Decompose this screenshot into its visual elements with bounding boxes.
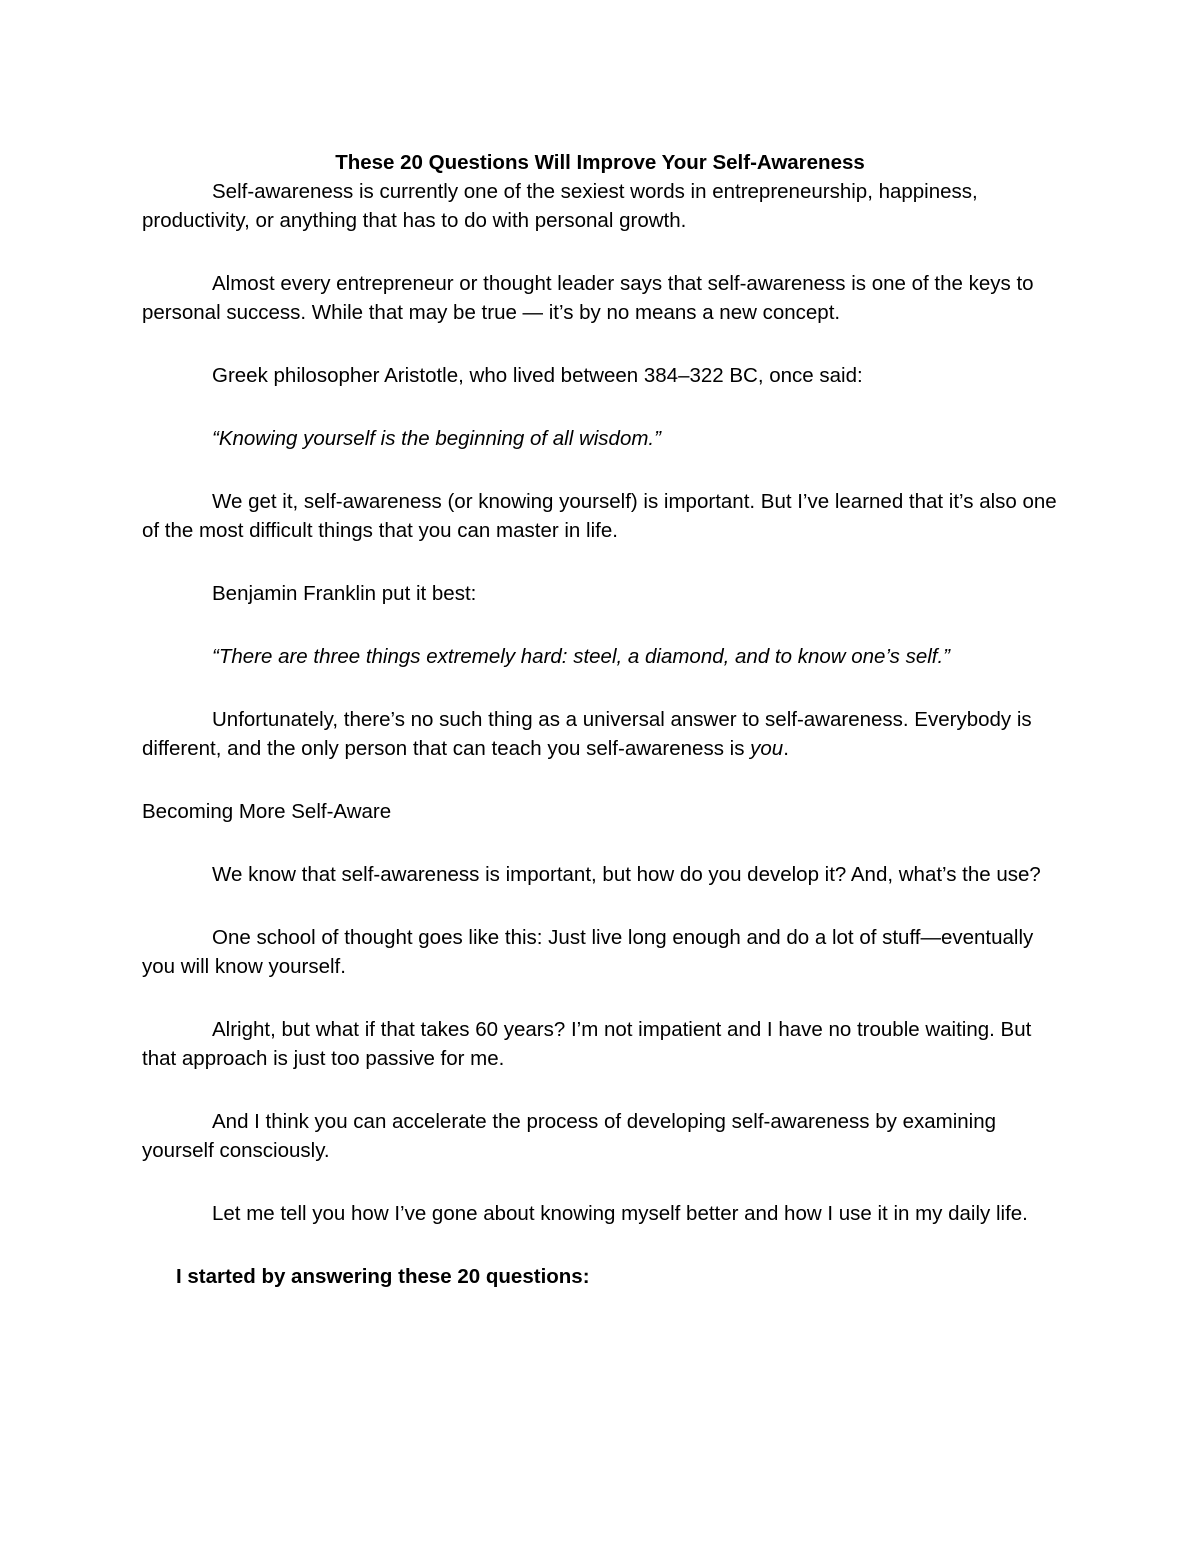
importance-paragraph: We get it, self-awareness (or knowing yourself) is important. But I’ve learned that it’s also one of the most difficult things that you can master in life.	[142, 490, 1057, 542]
universal-answer-text: Unfortunately, there’s no such thing as a universal answer to self-awareness. Everybody is different, and the only person that can teach you self-awareness is	[142, 708, 1032, 760]
section-heading: Becoming More Self-Aware	[142, 800, 392, 823]
aristotle-intro-paragraph: Greek philosopher Aristotle, who lived between 384–322 BC, once said:	[212, 364, 863, 387]
franklin-intro-paragraph: Benjamin Franklin put it best:	[212, 582, 477, 605]
questions-lead: I started by answering these 20 questions:	[176, 1265, 590, 1288]
document-title: These 20 Questions Will Improve Your Self-Awareness	[335, 151, 865, 174]
accelerate-paragraph: And I think you can accelerate the process of developing self-awareness by examining yourself consciously.	[142, 1110, 997, 1162]
document-body	[142, 148, 1058, 1291]
universal-answer-paragraph	[142, 705, 1058, 763]
period: .	[783, 737, 789, 760]
develop-paragraph: We know that self-awareness is important, but how do you develop it? And, what’s the use?	[212, 863, 1041, 886]
entrepreneur-paragraph: Almost every entrepreneur or thought leader says that self-awareness is one of the keys to personal success. While that may be true — it’s by no means a new concept.	[142, 272, 1034, 324]
passive-paragraph: Alright, but what if that takes 60 years? I’m not impatient and I have no trouble waiting. But that approach is just too passive for me.	[142, 1018, 1032, 1070]
school-of-thought-paragraph: One school of thought goes like this: Just live long enough and do a lot of stuff—eventually you will know yourself.	[142, 926, 1034, 978]
franklin-quote: “There are three things extremely hard: steel, a diamond, and to know one’s self.”	[212, 645, 951, 668]
daily-life-paragraph: Let me tell you how I’ve gone about knowing myself better and how I use it in my daily life.	[212, 1202, 1028, 1225]
emphasis-you: you	[750, 737, 784, 760]
intro-paragraph: Self-awareness is currently one of the sexiest words in entrepreneurship, happiness, productivity, or anything that has to do with personal growth.	[142, 180, 978, 232]
aristotle-quote: “Knowing yourself is the beginning of all wisdom.”	[212, 427, 661, 450]
